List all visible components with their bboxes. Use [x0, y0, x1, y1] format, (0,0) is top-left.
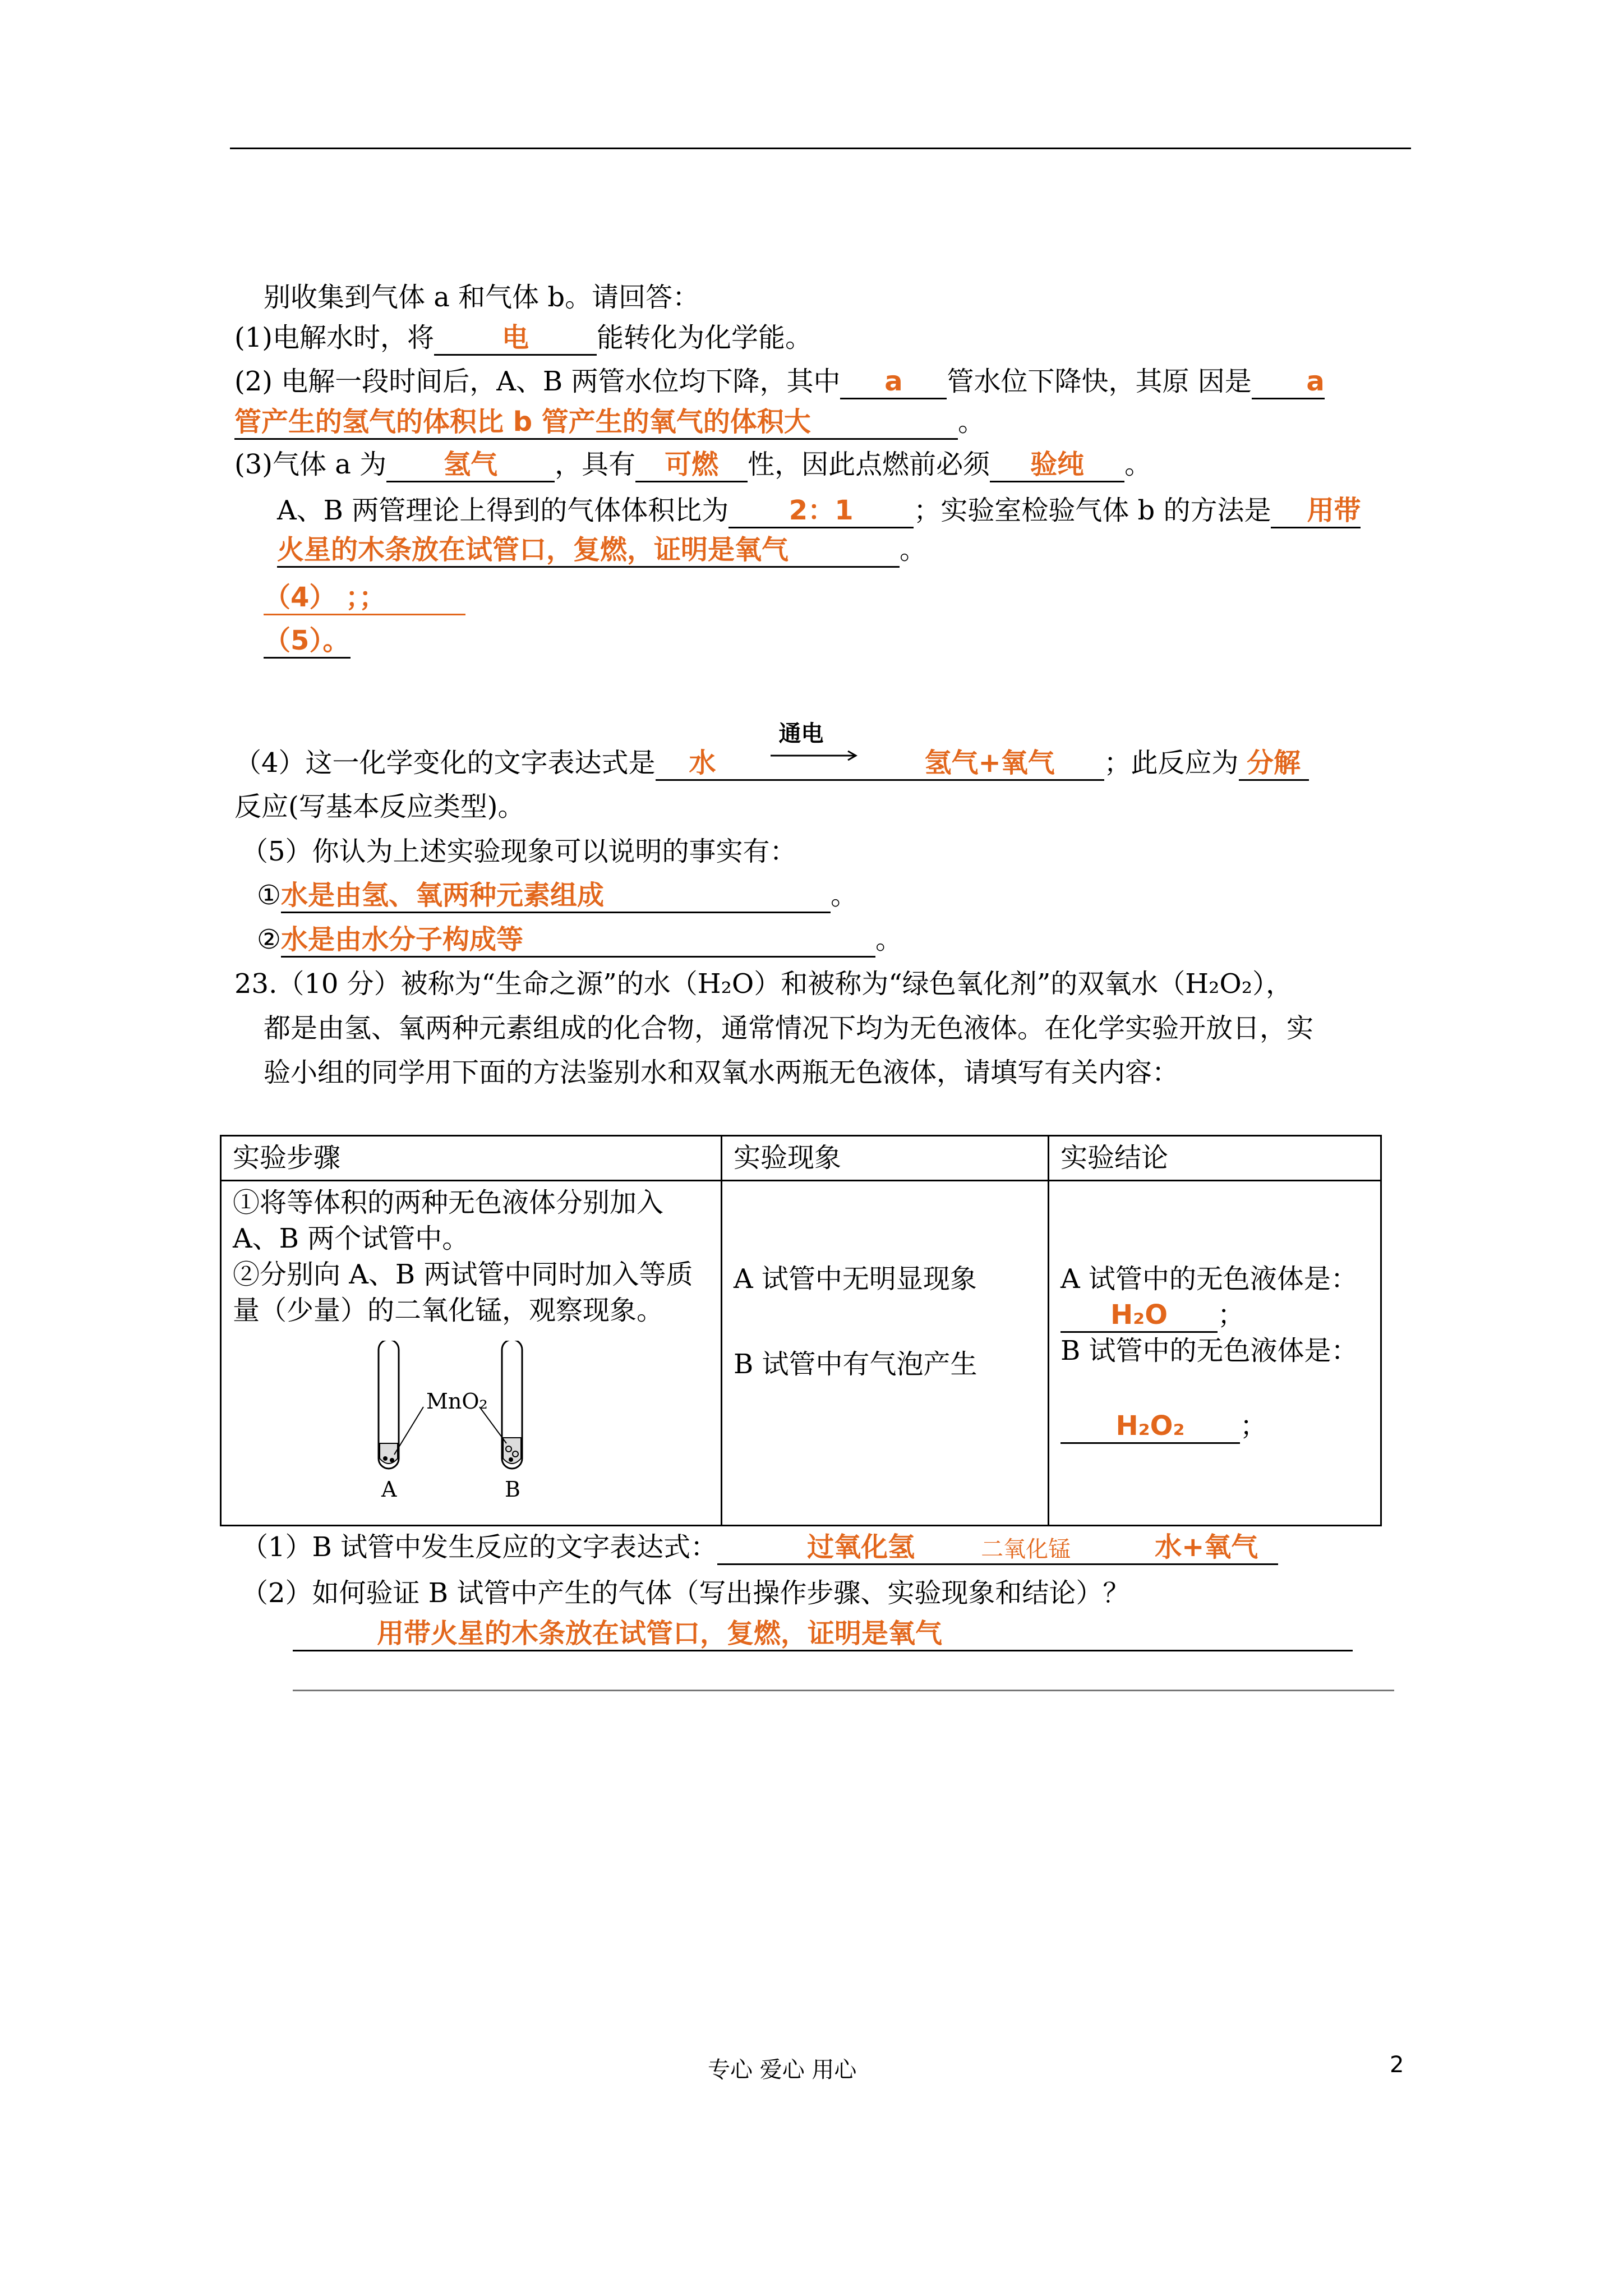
answer-blank: 2：1: [728, 494, 914, 528]
answer-blank: 验纯: [990, 448, 1124, 482]
question-1: (1)电解水时，将 电 能转化为化学能。: [234, 321, 812, 356]
answer-blank: 可燃: [635, 448, 748, 482]
phenomena-cell: A 试管中无明显现象 B 试管中有气泡产生: [722, 1181, 1049, 1526]
question-5-item-2: ②水是由水分子构成等 。: [257, 923, 902, 958]
question-2: (2) 电解一段时间后，A、B 两管水位均下降，其中 a 管水位下降快，其原 因是 a: [234, 365, 1325, 399]
question-3b: A、B 两管理论上得到的气体体积比为 2：1 ；实验室检验气体 b 的方法是 用带: [277, 494, 1361, 528]
table-header-cell: 实验现象: [722, 1136, 1049, 1181]
table-row: [221, 1181, 1381, 1526]
question-4-cont: 反应(写基本反应类型)。: [234, 791, 525, 822]
answer-blank: 管产生的氢气的体积比 b 管产生的氧气的体积大: [234, 406, 958, 440]
question-3: (3)气体 a 为 氢气 ，具有 可燃 性，因此点燃前必须 验纯 。: [234, 448, 1151, 482]
intro-line: 别收集到气体 a 和气体 b。请回答：: [264, 282, 700, 313]
question-2-cont: 管产生的氢气的体积比 b 管产生的氧气的体积大 。: [234, 405, 985, 440]
answer-blank: 电: [434, 321, 597, 356]
question-5-title: （5）你认为上述实验现象可以说明的事实有：: [241, 836, 797, 867]
answer-blank: 用带: [1271, 494, 1361, 528]
question-5-item-1: ①水是由氢、氧两种元素组成 。: [257, 878, 857, 913]
question-4: （4）这一化学变化的文字表达式是 水 通电 氢气+氧气 ；此反应为 分解: [234, 746, 1309, 781]
table-header-cell: 实验结论: [1049, 1136, 1381, 1181]
answer-blank: 用带火星的木条放在试管口，复燃，证明是氧气: [293, 1617, 1353, 1651]
conclusions-cell: A 试管中的无色液体是： H₂O ； B 试管中的无色液体是： H₂O₂ ；: [1049, 1181, 1381, 1526]
answer-blank: 氢气: [386, 448, 555, 482]
answer-blank: 火星的木条放在试管口，复燃，证明是氧气: [277, 533, 900, 568]
equation-blank: 过氧化氢 二氧化锰 水+氧气: [717, 1531, 1278, 1565]
question-23-line-1: 23.（10 分）被称为“生命之源”的水（H₂O）和被称为“绿色氧化剂”的双氧水（H₂O₂），: [234, 968, 1293, 1000]
page-number: 2: [1390, 2052, 1404, 2078]
answer-rule: [293, 1690, 1394, 1691]
steps-cell: ①将等体积的两种无色液体分别加入 A、B 两个试管中。 ②分别向 A、B 两试管中同时加入等质 量（少量）的二氧化锰，观察现象。 MnO₂ A B: [221, 1181, 722, 1526]
sub-question-2-answer: [293, 1617, 1353, 1651]
extra-line-5: （5）。: [264, 624, 351, 659]
table-header-cell: 实验步骤: [221, 1136, 722, 1181]
table-header-row: [221, 1136, 1381, 1181]
question-23-line-3: 验小组的同学用下面的方法鉴别水和双氧水两瓶无色液体，请填写有关内容：: [264, 1057, 1179, 1088]
experiment-table: [220, 1135, 1382, 1526]
tube-b-label: B: [505, 1477, 520, 1502]
reaction-arrow-icon: [771, 749, 860, 762]
mno2-label: MnO₂: [426, 1389, 488, 1414]
sub-question-1: （1）B 试管中发生反应的文字表达式： 过氧化氢 二氧化锰 水+氧气: [241, 1530, 1278, 1565]
answer-blank: a: [840, 365, 947, 399]
sub-question-2: （2）如何验证 B 试管中产生的气体（写出操作步骤、实验现象和结论）？: [241, 1577, 1130, 1609]
question-23-line-2: 都是由氢、氧两种元素组成的化合物，通常情况下均为无色液体。在化学实验开放日，实: [264, 1013, 1314, 1044]
equation-blank: 水 通电 氢气+氧气: [656, 747, 1104, 781]
answer-blank: a: [1252, 365, 1325, 399]
header-rule: [230, 148, 1411, 149]
answer-blank: 分解: [1239, 747, 1309, 781]
extra-line-4: （4） ；；: [264, 581, 465, 615]
tube-a-label: A: [381, 1477, 397, 1502]
question-3b-cont: 火星的木条放在试管口，复燃，证明是氧气 。: [277, 533, 926, 568]
footer-slogan: 专心 爱心 用心: [708, 2057, 857, 2083]
equation-condition: 通电: [778, 720, 824, 747]
